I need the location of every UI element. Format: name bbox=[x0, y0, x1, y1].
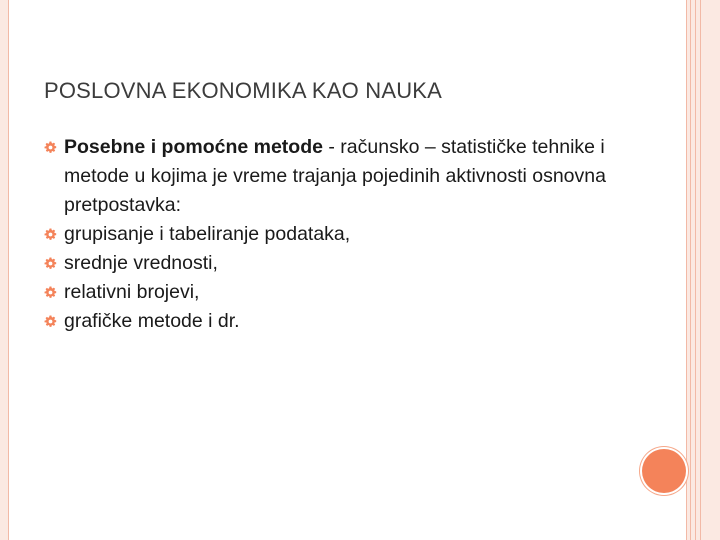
list-item bbox=[44, 249, 644, 278]
bullet-list bbox=[44, 133, 644, 336]
bullet-text: grupisanje i tabeliranje podataka, bbox=[64, 223, 351, 245]
gear-icon bbox=[44, 228, 57, 241]
slide-title: POSLOVNA EKONOMIKA KAO NAUKA bbox=[44, 78, 443, 103]
bullet-text: - računsko – statističke tehnike i metode u kojima je vreme trajanja pojedinih aktivnosti osnovna pretpostavka: bbox=[64, 136, 606, 216]
bullet-text: relativni brojevi, bbox=[64, 281, 200, 303]
bullet-text: srednje vrednosti, bbox=[64, 252, 218, 274]
list-item bbox=[44, 133, 644, 220]
bullet-bold: Posebne i pomoćne metode bbox=[64, 136, 323, 158]
gear-icon bbox=[44, 141, 57, 154]
decorative-circle bbox=[642, 449, 686, 493]
list-item bbox=[44, 278, 644, 307]
list-item bbox=[44, 220, 644, 249]
edge-line bbox=[695, 0, 696, 540]
gear-icon bbox=[44, 286, 57, 299]
gear-icon bbox=[44, 315, 57, 328]
edge-line bbox=[700, 0, 701, 540]
bullet-text: grafičke metode i dr. bbox=[64, 310, 240, 332]
gear-icon bbox=[44, 257, 57, 270]
list-item bbox=[44, 307, 644, 336]
edge-line bbox=[690, 0, 691, 540]
